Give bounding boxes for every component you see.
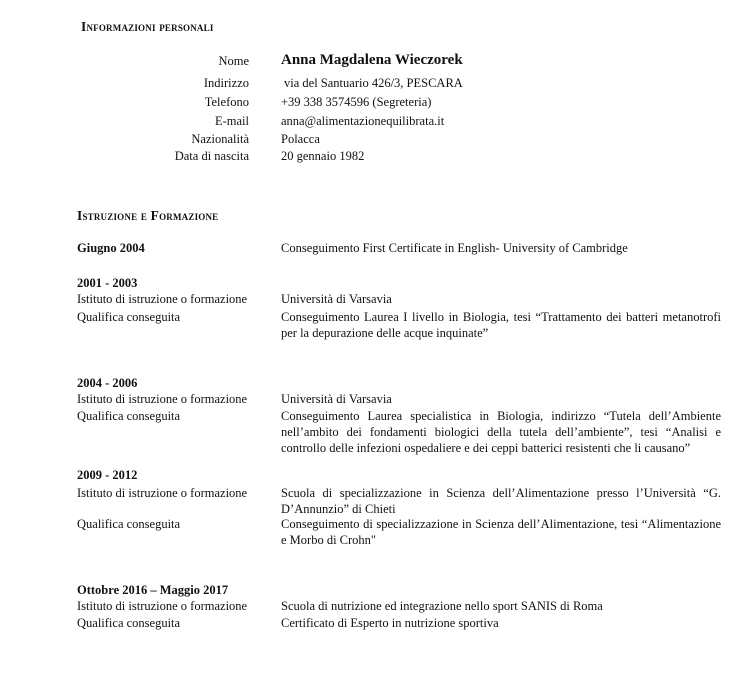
edu-qualification: Conseguimento Laurea I livello in Biologia, tesi “Trattamento dei batteri metanotrofi per la depurazione delle acque inquinate” bbox=[281, 310, 721, 340]
edu-date: Ottobre 2016 – Maggio 2017 bbox=[77, 583, 229, 597]
info-row-nationality bbox=[0, 131, 746, 149]
edu-institute: Università di Varsavia bbox=[281, 292, 392, 306]
info-label-phone: Telefono bbox=[204, 95, 249, 109]
edu-institute-label: Istituto di istruzione o formazione bbox=[77, 392, 248, 406]
info-label-email: E-mail bbox=[214, 114, 249, 128]
info-value-phone: +39 338 3574596 (Segreteria) bbox=[281, 95, 432, 109]
edu-qualification-label: Qualifica conseguita bbox=[77, 517, 181, 531]
edu-qualification: Conseguimento di specializzazione in Scienza dell’Alimentazione, tesi “Alimentazione e Morbo di Crohn" bbox=[281, 517, 721, 547]
info-value-birthdate: 20 gennaio 1982 bbox=[281, 149, 365, 163]
edu-qualification-label: Qualifica conseguita bbox=[77, 616, 181, 630]
info-value-nationality: Polacca bbox=[281, 132, 320, 146]
edu-institute: Scuola di nutrizione ed integrazione nello sport SANIS di Roma bbox=[281, 599, 603, 613]
info-label-nationality: Nazionalità bbox=[191, 132, 249, 146]
edu-date: 2004 - 2006 bbox=[77, 376, 138, 390]
info-row-email bbox=[0, 113, 746, 131]
edu-institute-label: Istituto di istruzione o formazione bbox=[77, 599, 248, 613]
edu-date: Giugno 2004 bbox=[77, 241, 145, 255]
info-label-name: Nome bbox=[218, 54, 249, 68]
edu-qualification: Conseguimento Laurea specialistica in Biologia, indirizzo “Tutela dell’Ambiente nell’ambito dei fondamenti biologici della tutela dell’ambiente”, tesi “Analisi e controllo delle infezioni ospedaliere e dei ceppi batterici resistenti che li causano” bbox=[281, 409, 721, 455]
edu-institute: Università di Varsavia bbox=[281, 392, 392, 406]
info-row-address bbox=[0, 75, 746, 93]
edu-date: 2001 - 2003 bbox=[77, 276, 138, 290]
edu-qualification-label: Qualifica conseguita bbox=[77, 310, 181, 324]
info-row-name bbox=[0, 53, 746, 71]
edu-date: 2009 - 2012 bbox=[77, 468, 138, 482]
edu-institute-label: Istituto di istruzione o formazione bbox=[77, 292, 248, 306]
section-title-education: Istruzione e Formazione bbox=[77, 208, 219, 223]
section-title-personal: Informazioni personali bbox=[81, 19, 214, 34]
edu-institute-label: Istituto di istruzione o formazione bbox=[77, 486, 248, 500]
info-label-address: Indirizzo bbox=[203, 76, 249, 90]
info-row-birthdate bbox=[0, 148, 746, 166]
info-label-birthdate: Data di nascita bbox=[174, 149, 249, 163]
edu-description: Conseguimento First Certificate in English- University of Cambridge bbox=[281, 241, 628, 255]
info-row-phone bbox=[0, 94, 746, 112]
info-value-email[interactable]: anna@alimentazionequilibrata.it bbox=[281, 114, 445, 128]
info-value-address: via del Santuario 426/3, PESCARA bbox=[284, 76, 463, 90]
edu-qualification: Certificato di Esperto in nutrizione sportiva bbox=[281, 616, 499, 630]
edu-institute: Scuola di specializzazione in Scienza dell’Alimentazione presso l’Università “G. D’Annunzio” di Chieti bbox=[281, 486, 721, 516]
edu-qualification-label: Qualifica conseguita bbox=[77, 409, 181, 423]
info-value-name: Anna Magdalena Wieczorek bbox=[281, 52, 463, 68]
